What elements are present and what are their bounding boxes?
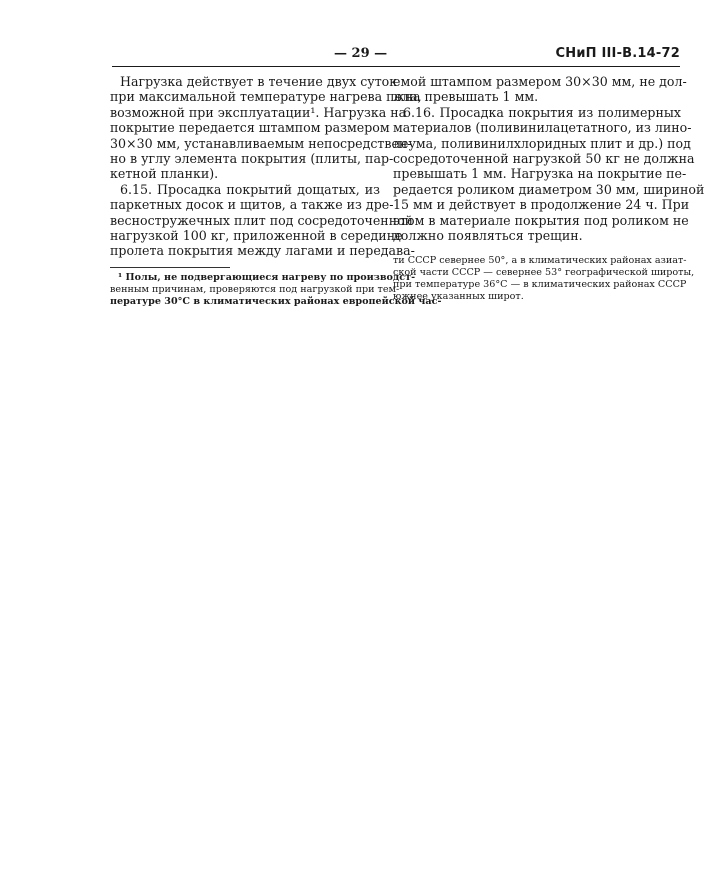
left-column	[110, 74, 442, 308]
footnote-line: пературе 30°С в климатических районах европейской час-	[110, 295, 442, 307]
spacer	[393, 243, 681, 255]
text-line: емой штампом размером 30×30 мм, не дол-	[393, 74, 687, 89]
text-line: сосредоточенной нагрузкой 50 кг не должна	[393, 150, 695, 166]
text-line: нагрузкой 100 кг, приложенной в середине	[110, 227, 403, 243]
text-line: при максимальной температуре нагрева пола,	[110, 89, 422, 105]
section-6-15-heading: 6.15. Просадка покрытий дощатых, из	[120, 181, 380, 197]
text-line: этом в материале покрытия под роликом не	[393, 212, 689, 228]
footnote-line: ти СССР севернее 50°, а в климатических районах азиат-	[393, 255, 687, 267]
text-line: кетной планки).	[110, 166, 219, 182]
text-line: возможной при эксплуатации¹. Нагрузка на	[110, 104, 407, 120]
text-line: материалов (поливинилацетатного, из лино-	[393, 120, 692, 136]
text-line: но в углу элемента покрытия (плиты, пар-	[110, 150, 394, 166]
text-line: жна превышать 1 мм.	[393, 89, 539, 105]
text-line: пролета покрытия между лагами и передава-	[110, 243, 415, 259]
text-line: паркетных досок и щитов, а также из дре-	[110, 197, 394, 213]
text-line: редается роликом диаметром 30 мм, шириной	[393, 181, 704, 197]
footnote-rule	[110, 267, 230, 268]
text-line: весностружечных плит под сосредоточенной	[110, 212, 414, 228]
page-number: — 29 —	[334, 46, 388, 61]
document-code: СНиП III-В.14-72	[555, 46, 680, 61]
footnote-line: ¹ Полы, не подвергающиеся нагреву по производст-	[118, 271, 416, 283]
text-line: Нагрузка действует в течение двух суток	[120, 74, 398, 89]
footnote-line: южнее указанных широт.	[393, 291, 524, 303]
text-line: леума, поливинилхлоридных плит и др.) под	[393, 135, 691, 151]
footnote-line: ской части СССР — севернее 53° географической широты,	[393, 267, 695, 279]
text-line: 30×30 мм, устанавливаемым непосредствен-	[110, 135, 412, 151]
text-line: должно появляться трещин.	[393, 227, 583, 243]
section-6-16-heading: 6.16. Просадка покрытия из полимерных	[403, 104, 681, 120]
page-header	[112, 46, 680, 66]
header-rule	[112, 66, 680, 67]
text-line: покрытие передается штампом размером	[110, 120, 390, 136]
text-line: превышать 1 мм. Нагрузка на покрытие пе-	[393, 166, 687, 182]
right-column	[393, 74, 704, 303]
text-line: 15 мм и действует в продолжение 24 ч. При	[393, 197, 690, 213]
footnote-line: венным причинам, проверяются под нагрузкой при тем-	[110, 283, 400, 295]
footnote-line: при температуре 36°С — в климатических районах СССР	[393, 279, 687, 291]
